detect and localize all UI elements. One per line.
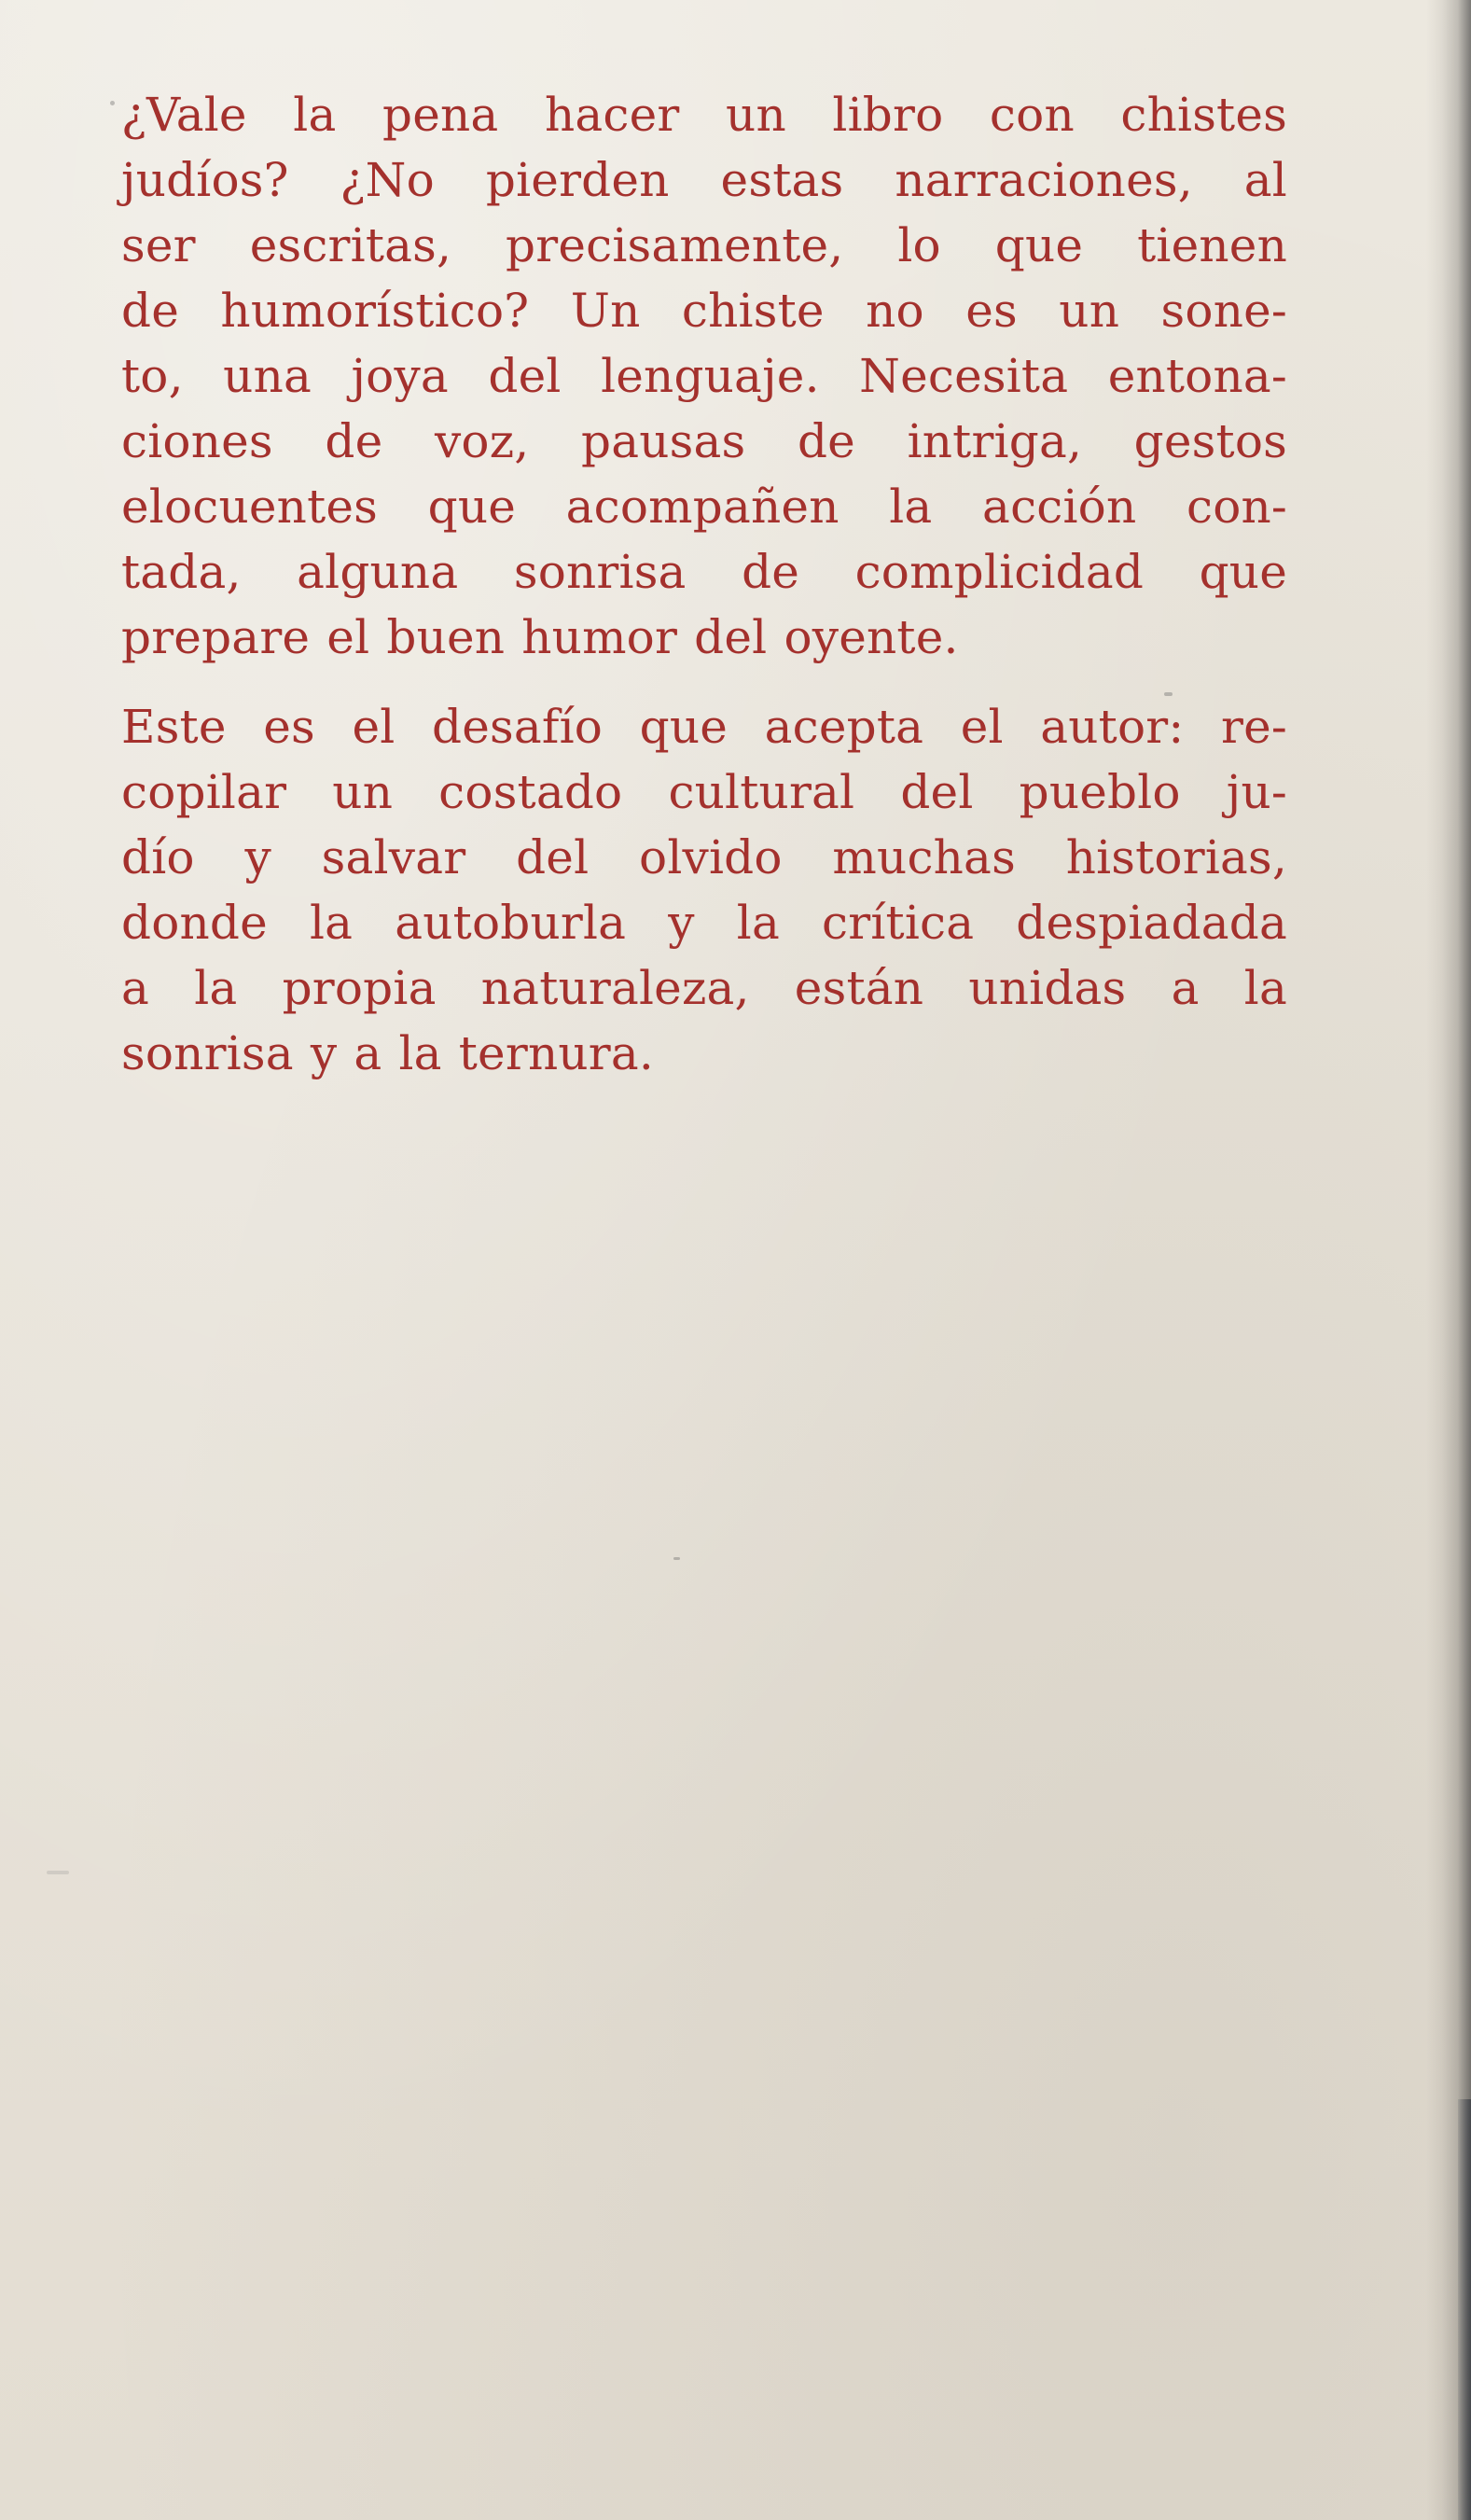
text-line: to, una joya del lenguaje. Necesita entona- <box>121 349 1287 403</box>
paper-speck <box>110 101 115 105</box>
paper-speck <box>47 1871 69 1874</box>
back-cover-text <box>121 82 1287 1086</box>
text-line: ciones de voz, pausas de intriga, gestos <box>121 414 1287 468</box>
paragraph-2 <box>121 694 1287 1086</box>
text-line: dío y salvar del olvido muchas historias, <box>121 830 1287 884</box>
text-line: donde la autoburla y la crítica despiadada <box>121 896 1287 950</box>
text-line: ¿Vale la pena hacer un libro con chistes <box>121 88 1287 142</box>
text-line: sonrisa y a la ternura. <box>121 1026 654 1080</box>
text-line: de humorístico? Un chiste no es un sone- <box>121 284 1287 338</box>
text-line: elocuentes que acompañen la acción con- <box>121 480 1287 534</box>
page-edge-strip <box>1458 2099 1471 2520</box>
paper-speck <box>673 1557 680 1560</box>
text-line: tada, alguna sonrisa de complicidad que <box>121 545 1287 599</box>
text-line: copilar un costado cultural del pueblo ju- <box>121 765 1287 819</box>
text-line: ser escritas, precisamente, lo que tienen <box>121 218 1287 272</box>
text-line: a la propia naturaleza, están unidas a la <box>121 961 1287 1015</box>
text-line: prepare el buen humor del oyente. <box>121 610 959 664</box>
text-line: judíos? ¿No pierden estas narraciones, al <box>121 153 1287 207</box>
text-line: Este es el desafío que acepta el autor: re- <box>121 700 1287 754</box>
paragraph-1 <box>121 82 1287 670</box>
